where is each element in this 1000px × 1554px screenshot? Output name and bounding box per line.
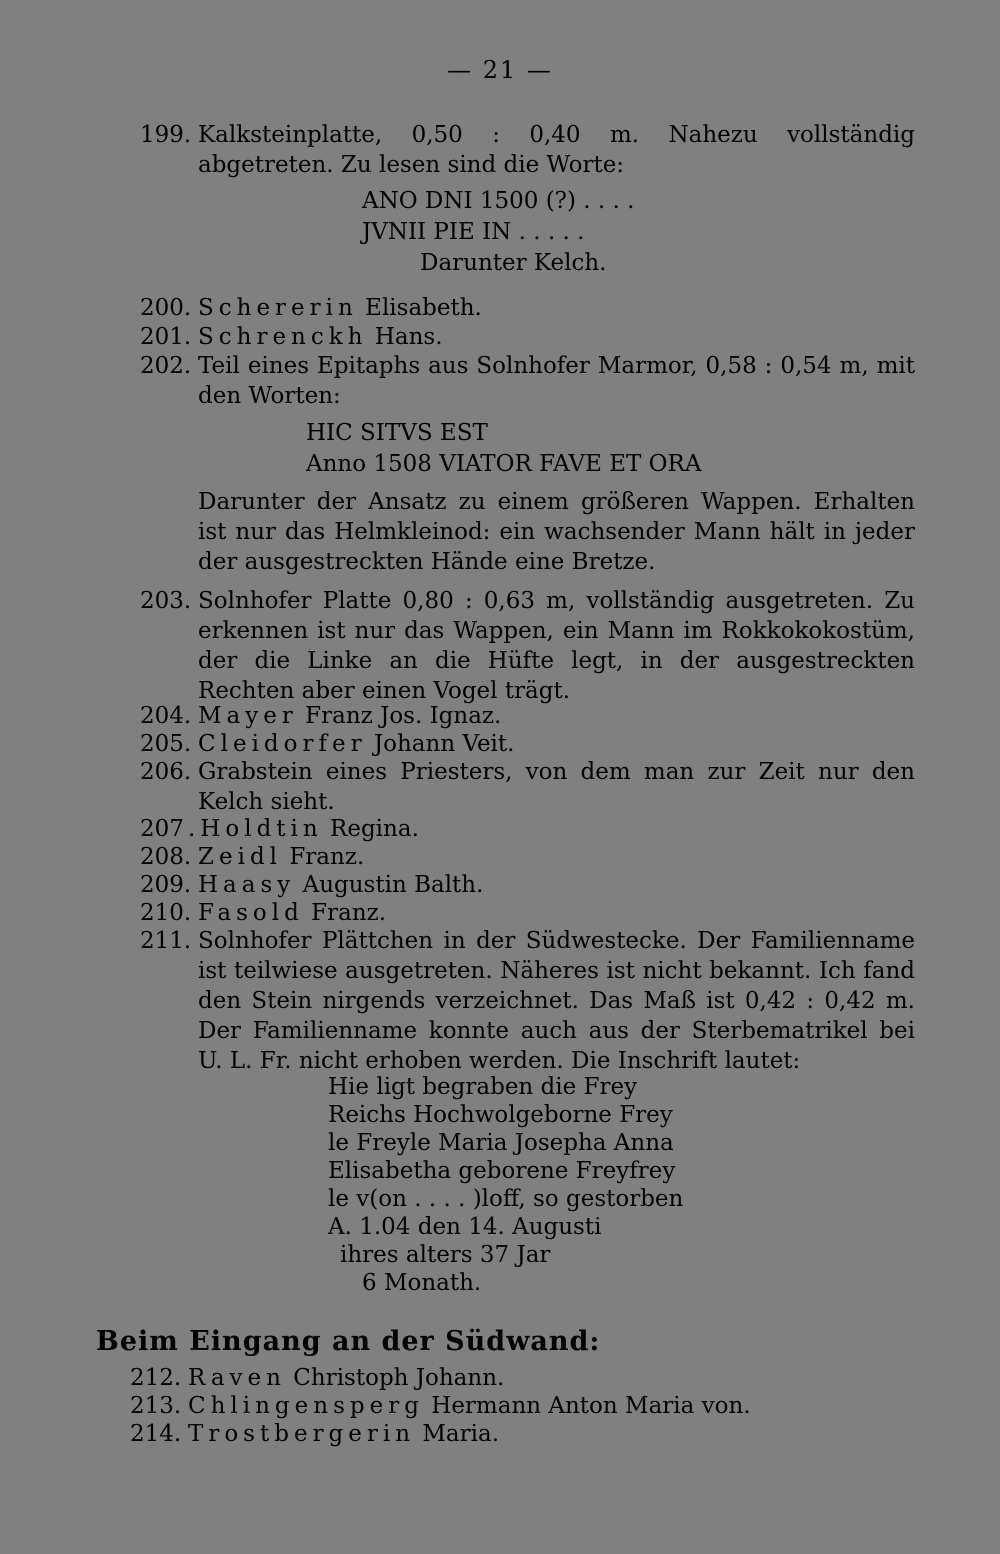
- surname: .Holdtin: [188, 816, 323, 842]
- surname: Trostbergerin: [188, 1421, 416, 1447]
- surname: Raven: [188, 1365, 286, 1391]
- inscription-line: JVNII PIE IN . . . . .: [362, 219, 585, 245]
- inscription-line: A. 1.04 den 14. Augusti: [328, 1214, 602, 1240]
- entry-text: Teil eines Epitaphs aus Solnhofer Marmor, 0,58 : 0,54 m, mit den Worten:: [198, 353, 915, 409]
- given-names: Regina.: [322, 816, 419, 842]
- entry-202: [140, 351, 915, 411]
- entry-number: 199.: [140, 122, 192, 148]
- surname: Chlingensperg: [188, 1393, 424, 1419]
- given-names: Elisabeth.: [357, 295, 482, 321]
- entry-199: [140, 120, 915, 180]
- surname: Schererin: [198, 295, 358, 321]
- inscription-line: Reichs Hochwolgeborne Frey: [328, 1102, 673, 1128]
- surname: Haasy: [198, 872, 296, 898]
- inscription-line: ihres alters 37 Jar: [340, 1242, 551, 1268]
- entry-number: 200.: [140, 295, 192, 321]
- entry-number: 205.: [140, 731, 192, 757]
- surname: Fasold: [198, 900, 304, 926]
- entry-number: 213.: [130, 1393, 182, 1419]
- entry-number: 210.: [140, 900, 192, 926]
- entry-number: 211.: [140, 928, 192, 954]
- inscription-line: HIC SITVS EST: [306, 420, 488, 446]
- entry-text: Darunter der Ansatz zu einem größeren Wappen. Erhalten ist nur das Helmkleinod: ein wachsender Mann hält in jeder der ausgestreckten Hände eine Bretze.: [198, 489, 915, 575]
- given-names: Maria.: [415, 1421, 500, 1447]
- surname: Mayer: [198, 703, 298, 729]
- entry-text: Solnhofer Platte 0,80 : 0,63 m, vollständig ausgetreten. Zu erkennen ist nur das Wappen, ein Mann im Rokkokokostüm, der die Linke an die Hüfte legt, in der ausgestreckten Rechten aber einen Vogel trägt.: [198, 588, 915, 704]
- inscription-202: [306, 418, 701, 480]
- entry-206: [140, 757, 915, 817]
- entry-204: [140, 701, 915, 731]
- given-names: Franz.: [282, 844, 365, 870]
- entry-213: [130, 1391, 905, 1421]
- entry-number: 208.: [140, 844, 192, 870]
- inscription-line: le v(on . . . . )loff, so gestorben: [328, 1186, 684, 1212]
- entry-text: Grabstein eines Priesters, von dem man zur Zeit nur den Kelch sieht.: [198, 759, 915, 815]
- section-heading: Beim Eingang an der Südwand:: [96, 1326, 601, 1357]
- inscription-line: le Freyle Maria Josepha Anna: [328, 1130, 674, 1156]
- entry-number: 207: [140, 816, 184, 842]
- entry-202-continuation: [140, 487, 915, 577]
- surname: Cleidorfer: [198, 731, 367, 757]
- entry-208: [140, 842, 915, 872]
- entry-210: [140, 898, 915, 928]
- page-number: — 21 —: [447, 56, 553, 84]
- entry-212: [130, 1363, 905, 1393]
- given-names: Christoph Johann.: [285, 1365, 505, 1391]
- surname: Schrenckh: [198, 324, 368, 350]
- entry-number: 203.: [140, 588, 192, 614]
- given-names: Franz Jos. Ignaz.: [297, 703, 502, 729]
- entry-207: [140, 814, 915, 844]
- inscription-line: Elisabetha geborene Freyfrey: [328, 1158, 676, 1184]
- entry-number: 204.: [140, 703, 192, 729]
- entry-text: Kalksteinplatte, 0,50 : 0,40 m. Nahezu vollständig abgetreten. Zu lesen sind die Worte:: [198, 122, 915, 178]
- given-names: Hermann Anton Maria von.: [423, 1393, 751, 1419]
- entry-number: 202.: [140, 353, 192, 379]
- inscription-line: Darunter Kelch.: [420, 250, 607, 276]
- given-names: Franz.: [303, 900, 387, 926]
- entry-205: [140, 729, 915, 759]
- inscription-199: [362, 186, 634, 279]
- inscription-line: Anno 1508 VIATOR FAVE ET ORA: [306, 451, 702, 477]
- entry-number: 212.: [130, 1365, 182, 1391]
- inscription-line: ANO DNI 1500 (?) . . . .: [362, 188, 635, 214]
- entry-201: [140, 322, 915, 352]
- inscription-line: 6 Monath.: [362, 1270, 482, 1296]
- surname: Zeidl: [198, 844, 283, 870]
- entry-200: [140, 293, 915, 323]
- entry-text: Solnhofer Plättchen in der Südwestecke. Der Familienname ist teilwiese ausgetreten. Näheres ist nicht bekannt. Ich fand den Stein nirgends verzeichnet. Das Maß ist 0,42 : 0,42 m. Der Familienname konnte auch aus der Sterbematrikel bei U. L. Fr. nicht erhoben werden. Die Inschrift lautet:: [198, 928, 915, 1074]
- entry-214: [130, 1419, 905, 1449]
- entry-211: [140, 926, 915, 1076]
- entry-209: [140, 870, 915, 900]
- entry-number: 206.: [140, 759, 192, 785]
- entry-number: 209.: [140, 872, 192, 898]
- entry-number: 201.: [140, 324, 192, 350]
- given-names: Hans.: [367, 324, 443, 350]
- inscription-211: [328, 1073, 683, 1297]
- entry-203: [140, 586, 915, 706]
- given-names: Johann Veit.: [366, 731, 515, 757]
- given-names: Augustin Balth.: [295, 872, 484, 898]
- entry-number: 214.: [130, 1421, 182, 1447]
- inscription-line: Hie ligt begraben die Frey: [328, 1074, 638, 1100]
